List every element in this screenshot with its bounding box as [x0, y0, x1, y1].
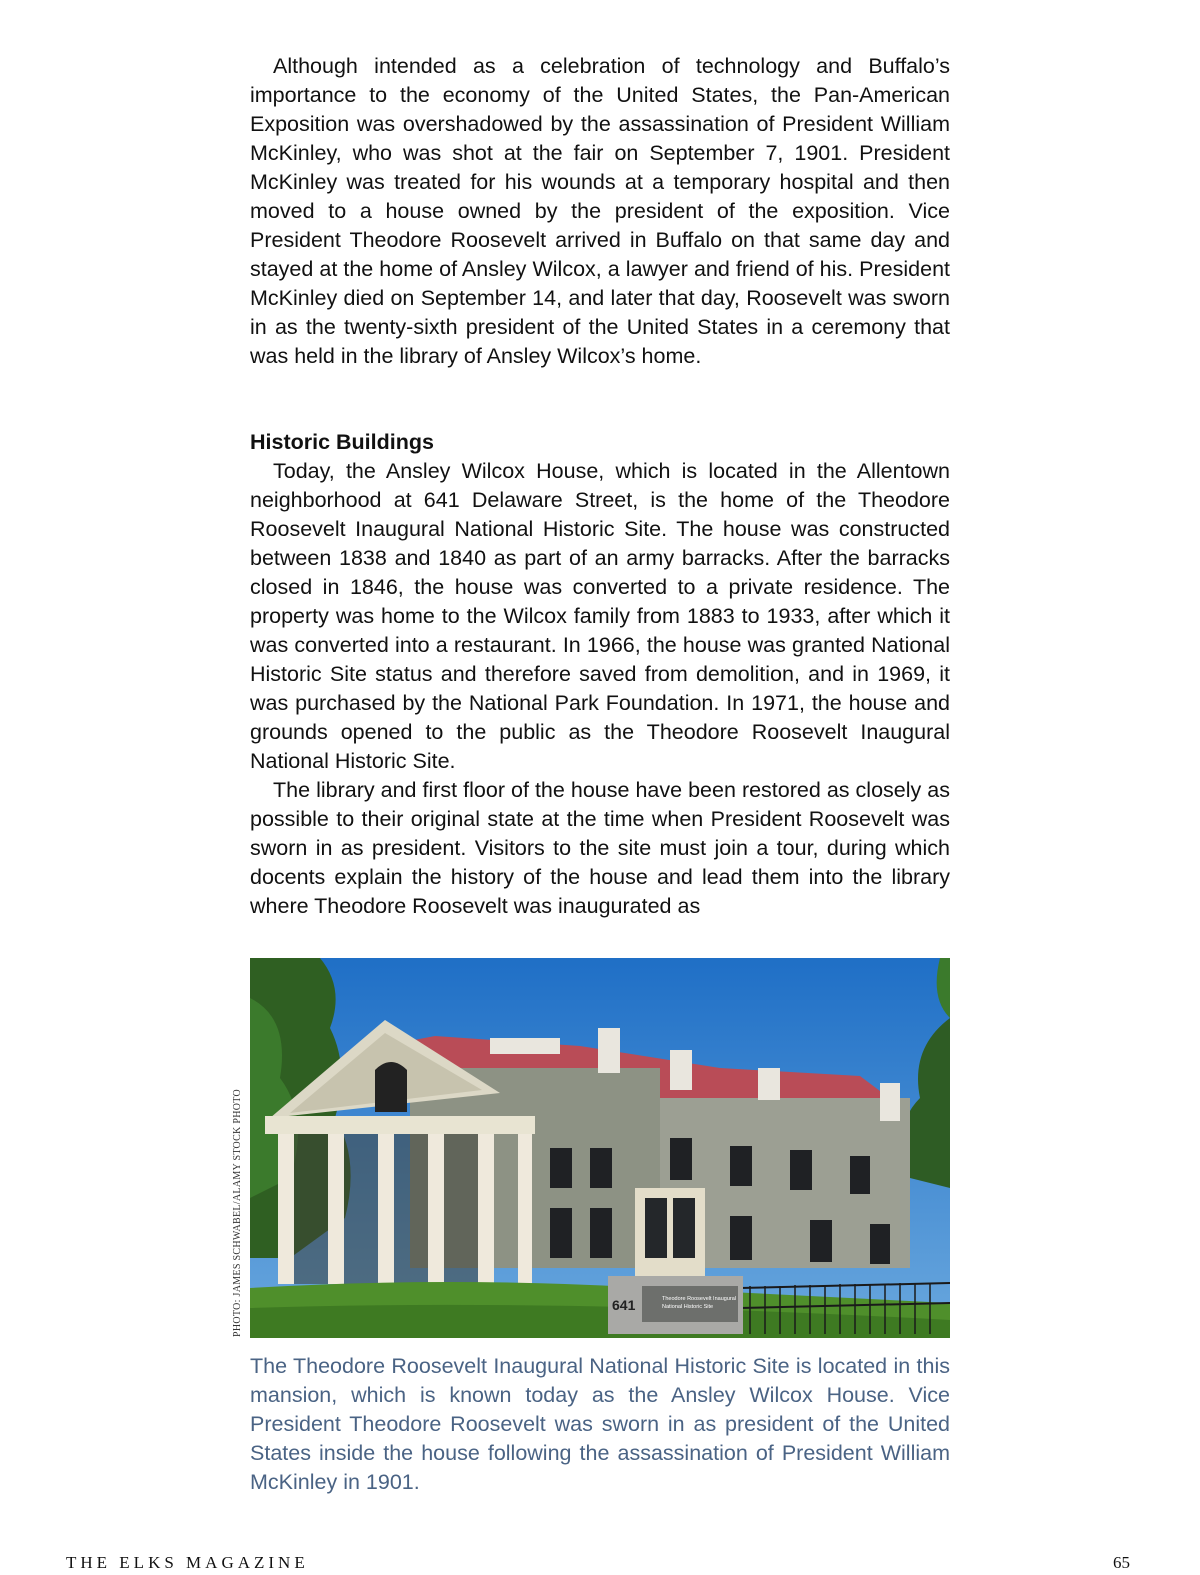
- page-number: 65: [1113, 1553, 1130, 1572]
- section-heading: Historic Buildings: [250, 430, 434, 454]
- sign-text-line1: Theodore Roosevelt Inaugural: [662, 1296, 736, 1302]
- section-historic-buildings: [250, 428, 950, 921]
- magazine-name: THE ELKS MAGAZINE: [66, 1553, 309, 1572]
- article-intro: [250, 52, 950, 371]
- paragraph-assassination: Although intended as a celebration of technology and Buffalo’s importance to the economy of the United States, the Pan-American Exposition was overshadowed by the assassination of President William McKinley, who was shot at the fair on September 7, 1901. President McKinley was treated for his wounds at a temporary hospital and then moved to a house owned by the president of the exposition. Vice President Theodore Roosevelt arrived in Buffalo on that same day and stayed at the home of Ansley Wilcox, a lawyer and friend of his. President McKinley died on September 14, and later that day, Roosevelt was sworn in as the twenty-sixth president of the United States in a ceremony that was held in the library of Ansley Wilcox’s home.: [250, 54, 950, 368]
- sign-text-line2: National Historic Site: [662, 1304, 714, 1310]
- photo-caption: The Theodore Roosevelt Inaugural National Historic Site is located in this mansion, which is known today as the Ansley Wilcox House. Vice President Theodore Roosevelt was sworn in as president of the United States inside the house following the assassination of President William McKinley in 1901.: [250, 1354, 950, 1494]
- house-photo: [250, 958, 950, 1338]
- paragraph-library-tour: The library and first floor of the house have been restored as closely as possible to their original state at the time when President Roosevelt was sworn in as president. Visitors to the site must join a tour, during which docents explain the history of the house and lead them into the library where Theodore Roosevelt was inaugurated as: [250, 778, 950, 918]
- sign-number: 641: [612, 1297, 636, 1313]
- paragraph-wilcox-house: Today, the Ansley Wilcox House, which is located in the Allentown neighborhood at 641 Delaware Street, is the home of the Theodore Roosevelt Inaugural National Historic Site. The house was constructed between 1838 and 1840 as part of an army barracks. After the barracks closed in 1846, the house was converted to a private residence. The property was home to the Wilcox family from 1883 to 1933, after which it was converted into a restaurant. In 1966, the house was granted National Historic Site status and therefore saved from demolition, and in 1969, it was purchased by the National Park Foundation. In 1971, the house and grounds opened to the public as the Theodore Roosevelt Inaugural National Historic Site.: [250, 459, 950, 773]
- photo-credit: PHOTO: JAMES SCHWABEL/ALAMY STOCK PHOTO: [232, 1088, 243, 1337]
